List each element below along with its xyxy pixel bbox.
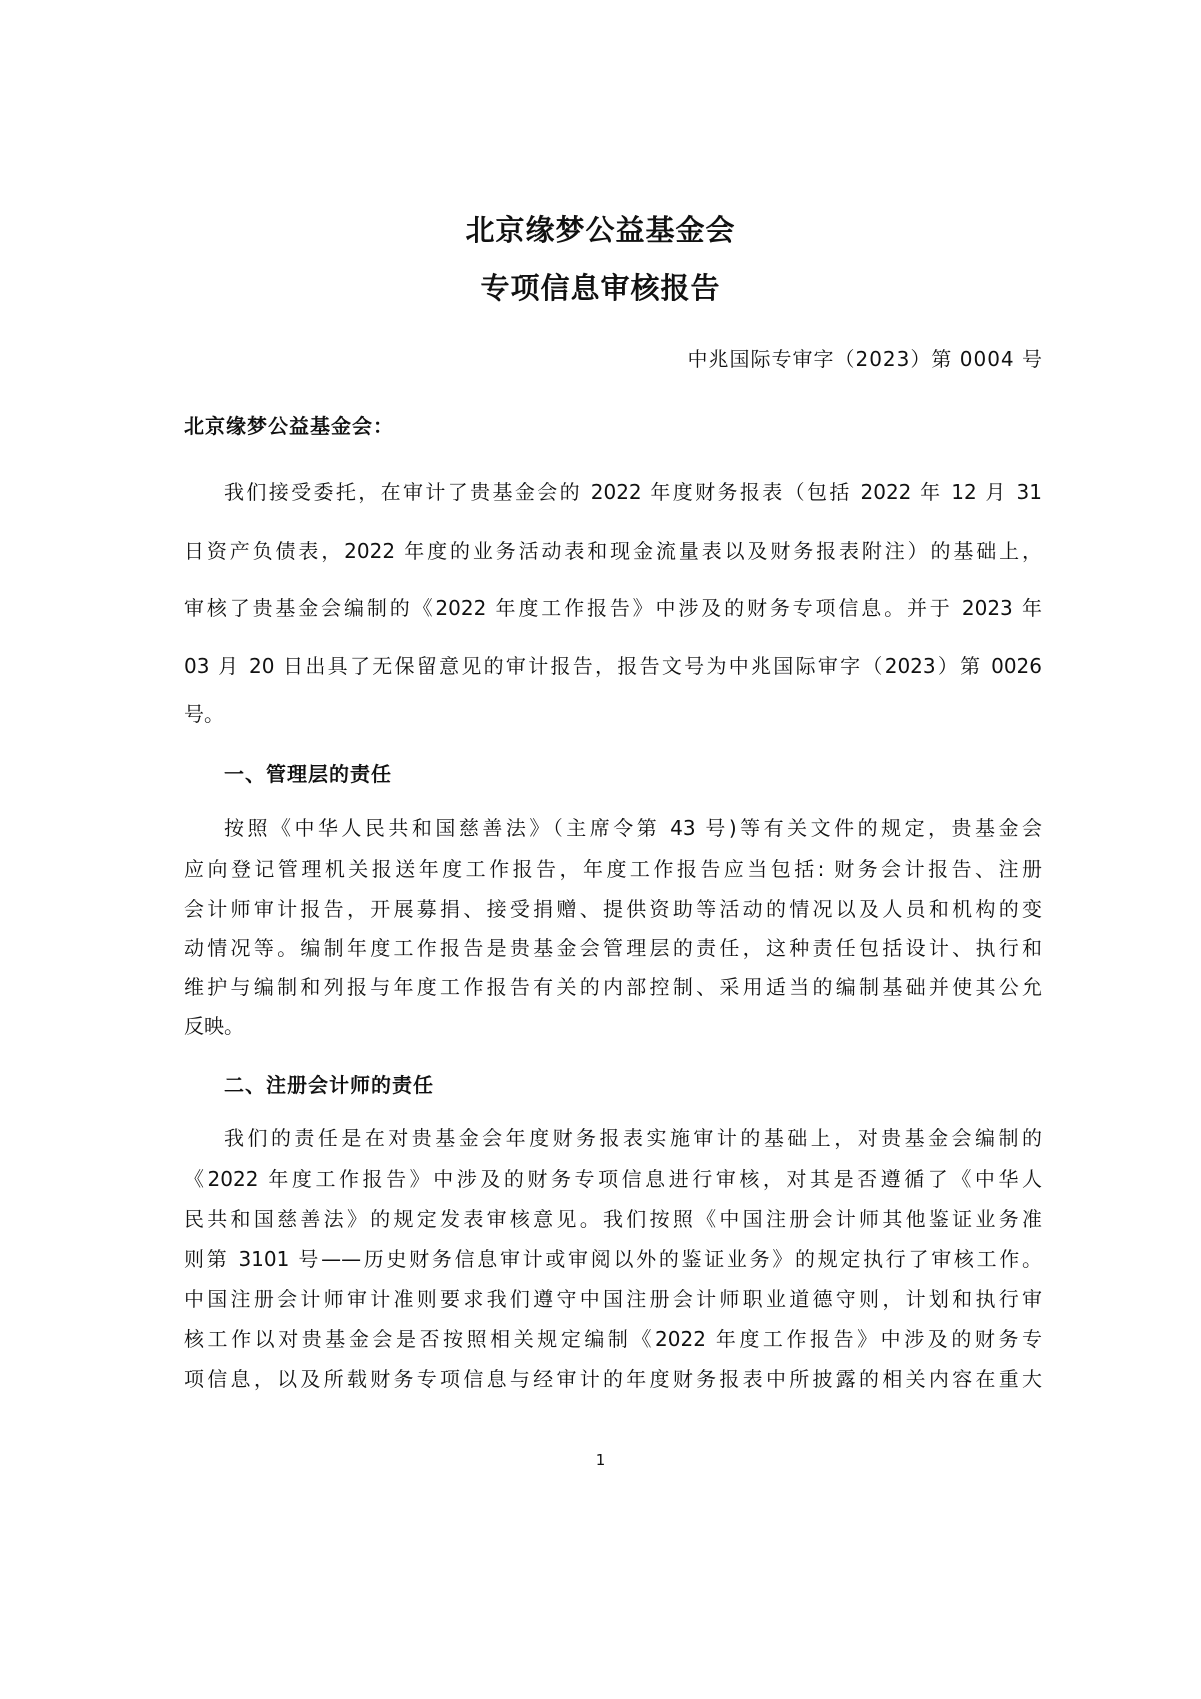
section1-line: 会计师审计报告，开展募捐、接受捐赠、提供资助等活动的情况以及人员和机构的变	[184, 897, 1042, 921]
section2-line: 项信息，以及所载财务专项信息与经审计的年度财务报表中所披露的相关内容在重大	[184, 1367, 1042, 1391]
report-title-line2: 专项信息审核报告	[480, 271, 721, 305]
section2-line: 中国注册会计师审计准则要求我们遵守中国注册会计师职业道德守则，计划和执行审	[184, 1287, 1042, 1311]
intro-line: 日资产负债表，2022 年度的业务活动表和现金流量表以及财务报表附注）的基础上，	[184, 539, 1042, 563]
section2-line: 我们的责任是在对贵基金会年度财务报表实施审计的基础上，对贵基金会编制的	[224, 1126, 1042, 1150]
section1-line: 反映。	[184, 1014, 244, 1038]
section2-line: 民共和国慈善法》的规定发表审核意见。我们按照《中国注册会计师其他鉴证业务准	[184, 1207, 1042, 1231]
intro-line: 号。	[184, 702, 224, 726]
section1-line: 动情况等。编制年度工作报告是贵基金会管理层的责任，这种责任包括设计、执行和	[184, 936, 1042, 960]
section2-line: 核工作以对贵基金会是否按照相关规定编制《2022 年度工作报告》中涉及的财务专	[184, 1327, 1042, 1351]
reference-number: 中兆国际专审字（2023）第 0004 号	[687, 347, 1043, 371]
section1-line: 维护与编制和列报与年度工作报告有关的内部控制、采用适当的编制基础并使其公允	[184, 975, 1042, 999]
section2-heading: 二、注册会计师的责任	[224, 1073, 434, 1097]
section2-line: 《2022 年度工作报告》中涉及的财务专项信息进行审核，对其是否遵循了《中华人	[184, 1167, 1042, 1191]
intro-line: 我们接受委托，在审计了贵基金会的 2022 年度财务报表（包括 2022 年 12 月 31	[224, 480, 1042, 504]
salutation: 北京缘梦公益基金会：	[184, 414, 394, 438]
section1-heading: 一、管理层的责任	[224, 762, 392, 786]
section2-line: 则第 3101 号——历史财务信息审计或审阅以外的鉴证业务》的规定执行了审核工作。	[184, 1247, 1042, 1271]
section1-line: 按照《中华人民共和国慈善法》（主席令第 43 号)等有关文件的规定，贵基金会	[224, 816, 1042, 840]
report-title-line1: 北京缘梦公益基金会	[465, 213, 736, 247]
section1-line: 应向登记管理机关报送年度工作报告，年度工作报告应当包括: 财务会计报告、注册	[184, 857, 1042, 881]
intro-line: 03 月 20 日出具了无保留意见的审计报告，报告文号为中兆国际审字（2023）第 0026	[184, 654, 1042, 678]
intro-line: 审核了贵基金会编制的《2022 年度工作报告》中涉及的财务专项信息。并于 2023 年	[184, 596, 1042, 620]
page-number: 1	[595, 1451, 606, 1469]
